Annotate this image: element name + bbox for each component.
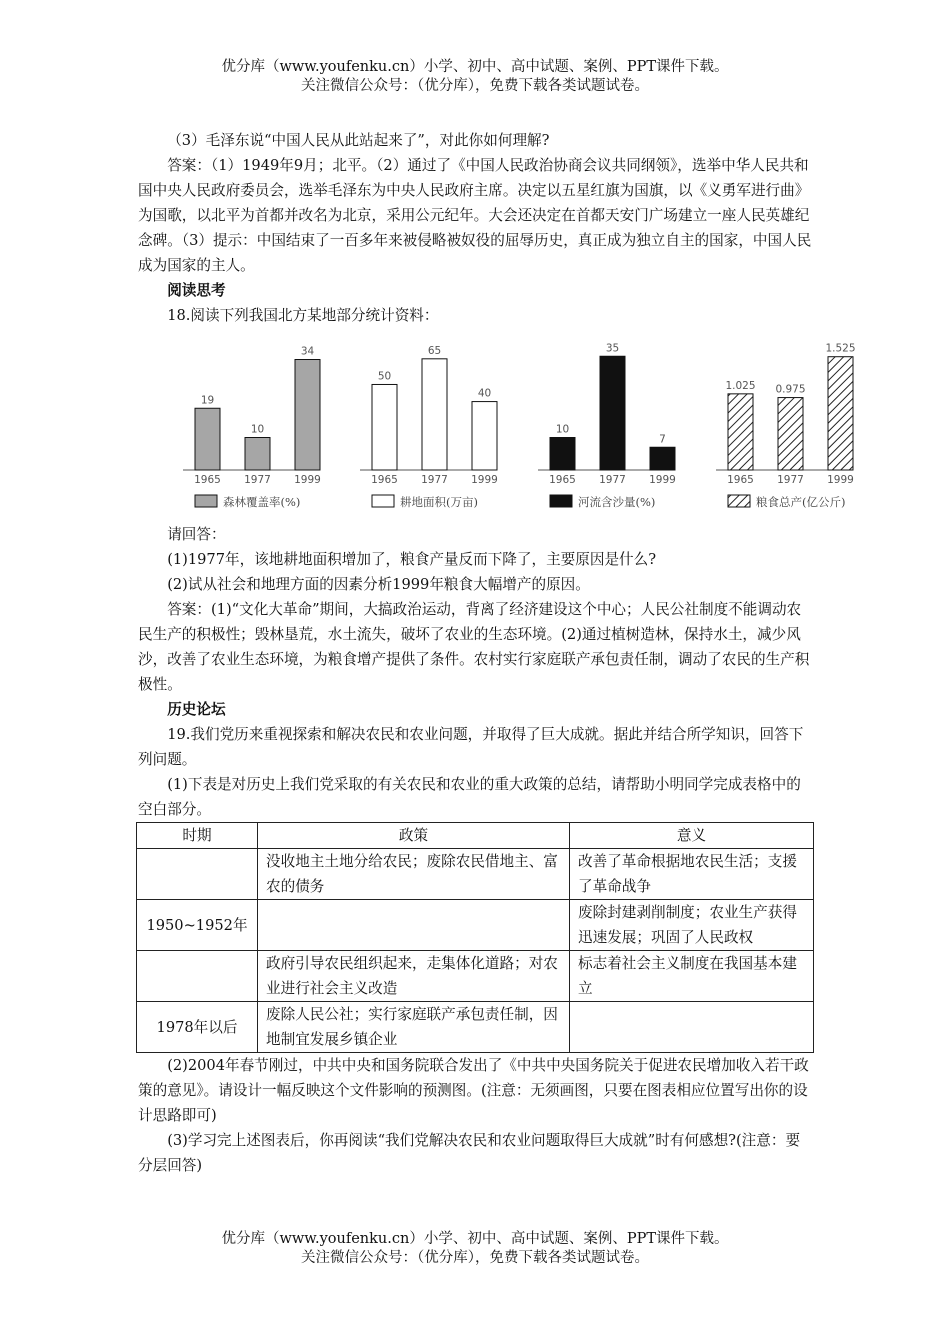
chart-bar bbox=[245, 438, 270, 471]
legend-swatch bbox=[372, 495, 394, 507]
page-header bbox=[0, 58, 950, 96]
table-header-row bbox=[137, 823, 814, 849]
x-tick-label: 1965 bbox=[727, 474, 754, 486]
x-tick-label: 1977 bbox=[599, 474, 626, 486]
footer-line-1: 优分库（www.youfenku.cn）小学、初中、高中试题、案例、PPT课件下载。 bbox=[221, 1231, 729, 1247]
cell-meaning: 改善了革命根据地农民生活；支援了革命战争 bbox=[570, 849, 814, 900]
cell-policy: 政府引导农民组织起来，走集体化道路；对农业进行社会主义改造 bbox=[258, 951, 570, 1002]
bar-value-label: 50 bbox=[377, 370, 392, 383]
q17-answer: 答案：（1）1949年9月；北平。（2）通过了《中国人民政治协商会议共同纲领》，选举中华人民共和国中央人民政府委员会，选举毛泽东为中央人民政府主席。决定以五星红旗为国旗，以《义勇军进行曲》为国歌，以北平为首都并改名为北京，采用公元纪年。大会还决定在首都天安门广场建立一座人民英雄纪念碑。（3）提示：中国结束了一百多年来被侵略被奴役的屈辱历史，真正成为独立自主的国家，中国人民成为国家的主人。 bbox=[138, 157, 812, 274]
chart-bar bbox=[550, 438, 575, 471]
legend-swatch bbox=[195, 495, 217, 507]
x-tick-label: 1999 bbox=[827, 474, 854, 486]
chart-bar bbox=[728, 394, 753, 470]
legend-swatch bbox=[728, 495, 750, 507]
q18-sub1: (1)1977年，该地耕地面积增加了，粮食产量反而下降了，主要原因是什么? bbox=[167, 551, 657, 568]
bar-value-label: 40 bbox=[477, 387, 492, 400]
chart-bar bbox=[195, 408, 220, 470]
header-period: 时期 bbox=[137, 823, 258, 849]
q19-sub1: (1)下表是对历史上我们党采取的有关农民和农业的重大政策的总结，请帮助小明同学完成表格中的空白部分。 bbox=[138, 776, 801, 818]
cell-period bbox=[137, 951, 258, 1002]
cell-policy: 没收地主土地分给农民；废除农民借地主、富农的债务 bbox=[258, 849, 570, 900]
table-row bbox=[137, 1002, 814, 1053]
q18-answer: 答案：(1)“文化大革命”期间，大搞政治运动，背离了经济建设这个中心；人民公社制度不能调动农民生产的积极性；毁林垦荒，水土流失，破坏了农业的生态环境。(2)通过植树造林，保持水土，减少风沙，改善了农业生态环境，为粮食增产提供了条件。农村实行家庭联产承包责任制，调动了农民的生产积极性。 bbox=[138, 601, 810, 693]
x-tick-label: 1965 bbox=[194, 474, 221, 486]
main-content bbox=[138, 128, 856, 1178]
page-footer bbox=[0, 1230, 950, 1268]
statistics-charts bbox=[138, 332, 856, 522]
header-line-1: 优分库（www.youfenku.cn）小学、初中、高中试题、案例、PPT课件下载。 bbox=[221, 59, 729, 75]
section-heading-forum: 历史论坛 bbox=[167, 701, 226, 718]
table-row bbox=[137, 951, 814, 1002]
chart-bar bbox=[778, 398, 803, 470]
chart-bar bbox=[650, 447, 675, 470]
cell-period: 1978年以后 bbox=[137, 1002, 258, 1053]
cell-meaning: 废除封建剥削制度；农业生产获得迅速发展；巩固了人民政权 bbox=[570, 900, 814, 951]
chart-bar bbox=[600, 356, 625, 470]
header-line-2: 关注微信公众号：（优分库），免费下载各类试题试卷。 bbox=[301, 78, 649, 94]
legend-label: 耕地面积(万亩) bbox=[400, 495, 478, 509]
cell-meaning bbox=[570, 1002, 814, 1053]
legend-swatch bbox=[550, 495, 572, 507]
policy-table bbox=[136, 822, 814, 1053]
x-tick-label: 1999 bbox=[294, 474, 321, 486]
chart-bar bbox=[422, 359, 447, 470]
cell-period: 1950~1952年 bbox=[137, 900, 258, 951]
q17-sub3: （3）毛泽东说“中国人民从此站起来了”，对此你如何理解? bbox=[167, 132, 550, 149]
chart-bar bbox=[295, 360, 320, 471]
bar-value-label: 19 bbox=[200, 394, 215, 407]
chart-bar bbox=[472, 402, 497, 470]
legend-label: 河流含沙量(%) bbox=[578, 495, 656, 509]
q18-sub2: (2)试从社会和地理方面的因素分析1999年粮食大幅增产的原因。 bbox=[167, 576, 590, 593]
cell-meaning: 标志着社会主义制度在我国基本建立 bbox=[570, 951, 814, 1002]
chart-bar bbox=[828, 357, 853, 470]
section-heading-reading: 阅读思考 bbox=[167, 282, 226, 299]
q19-sub3: (3)学习完上述图表后，你再阅读“我们党解决农民和农业问题取得巨大成就”时有何感想?(注意：要分层回答) bbox=[138, 1132, 801, 1174]
q18-please-answer: 请回答： bbox=[167, 526, 226, 543]
cell-period bbox=[137, 849, 258, 900]
bar-value-label: 1.025 bbox=[725, 379, 756, 392]
x-tick-label: 1999 bbox=[471, 474, 498, 486]
x-tick-label: 1965 bbox=[549, 474, 576, 486]
x-tick-label: 1977 bbox=[244, 474, 271, 486]
table-row bbox=[137, 849, 814, 900]
header-meaning: 意义 bbox=[570, 823, 814, 849]
x-tick-label: 1977 bbox=[777, 474, 804, 486]
table-row bbox=[137, 900, 814, 951]
bar-value-label: 7 bbox=[659, 433, 666, 446]
bar-value-label: 65 bbox=[427, 344, 442, 357]
q18-intro: 18.阅读下列我国北方某地部分统计资料： bbox=[167, 307, 439, 324]
bar-value-label: 10 bbox=[555, 423, 570, 436]
legend-label: 粮食总产(亿公斤) bbox=[756, 495, 846, 509]
cell-policy: 废除人民公社；实行家庭联产承包责任制，因地制宜发展乡镇企业 bbox=[258, 1002, 570, 1053]
bar-value-label: 34 bbox=[300, 345, 315, 358]
q19-sub2: (2)2004年春节刚过，中共中央和国务院联合发出了《中共中央国务院关于促进农民增加收入若干政策的意见》。请设计一幅反映这个文件影响的预测图。(注意：无须画图，只要在图表相应位置写出你的设计思路即可) bbox=[138, 1057, 809, 1124]
x-tick-label: 1999 bbox=[649, 474, 676, 486]
bar-value-label: 1.525 bbox=[825, 342, 856, 355]
header-policy: 政策 bbox=[258, 823, 570, 849]
x-tick-label: 1977 bbox=[421, 474, 448, 486]
x-tick-label: 1965 bbox=[371, 474, 398, 486]
legend-label: 森林覆盖率(%) bbox=[223, 495, 301, 509]
footer-line-2: 关注微信公众号：（优分库），免费下载各类试题试卷。 bbox=[301, 1250, 649, 1266]
bar-value-label: 0.975 bbox=[775, 383, 806, 396]
bar-value-label: 10 bbox=[250, 423, 265, 436]
bar-value-label: 35 bbox=[605, 342, 620, 355]
q19-intro: 19.我们党历来重视探索和解决农民和农业问题，并取得了巨大成就。据此并结合所学知识，回答下列问题。 bbox=[138, 726, 804, 768]
chart-bar bbox=[372, 384, 397, 470]
cell-policy bbox=[258, 900, 570, 951]
charts-svg bbox=[138, 332, 858, 522]
